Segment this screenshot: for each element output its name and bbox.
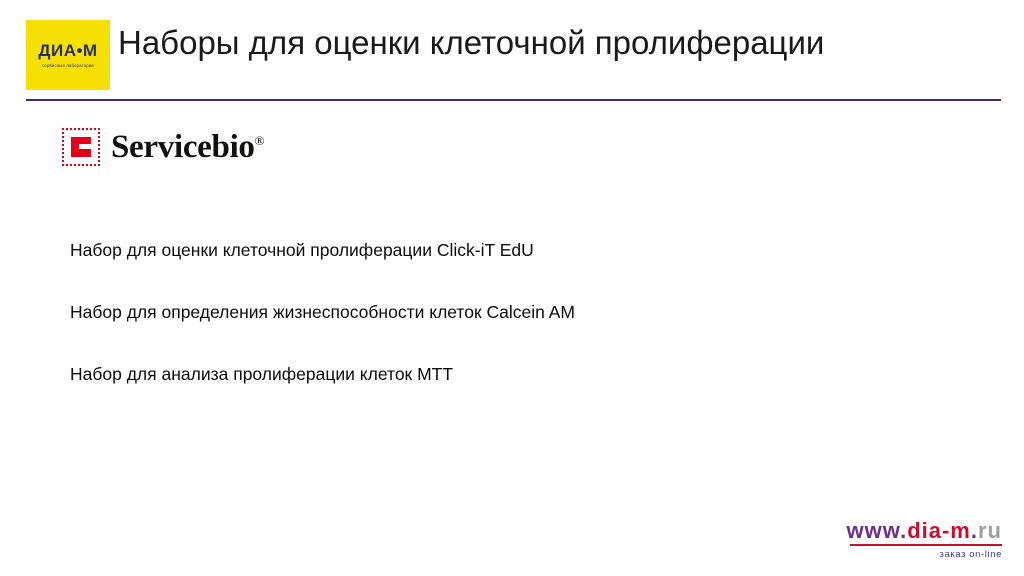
header-divider	[26, 99, 1001, 101]
site-url	[806, 520, 1002, 542]
diam-logo-main-text: ДИА•М	[38, 41, 98, 60]
servicebio-wordmark	[111, 129, 264, 166]
servicebio-mark-icon	[62, 128, 100, 166]
site-url-dot-2: .	[970, 518, 978, 543]
list-item: Набор для определения жизнеспособности клеток Calcein AM	[70, 302, 576, 322]
site-tagline: заказ on-line	[939, 549, 1002, 560]
diam-logo	[26, 20, 110, 90]
registered-mark: ®	[254, 132, 265, 148]
list-item: Набор для анализа пролиферации клеток MTT	[70, 364, 454, 384]
site-logo[interactable]	[806, 520, 1002, 560]
site-url-dot-1: .	[900, 518, 908, 543]
site-url-domain: dia-m	[907, 518, 971, 543]
site-logo-underline	[850, 544, 1002, 546]
site-url-www: www	[846, 518, 901, 543]
site-url-tld: ru	[978, 518, 1002, 543]
page-title: Наборы для оценки клеточной пролиферации	[118, 24, 825, 61]
diam-logo-sub-text: сервисные лаборатории	[42, 63, 94, 68]
kit-list	[70, 240, 950, 426]
list-item: Набор для оценки клеточной пролиферации Click-iT EdU	[70, 240, 534, 260]
servicebio-logo	[62, 128, 264, 166]
servicebio-name: Servicebio	[111, 128, 255, 165]
